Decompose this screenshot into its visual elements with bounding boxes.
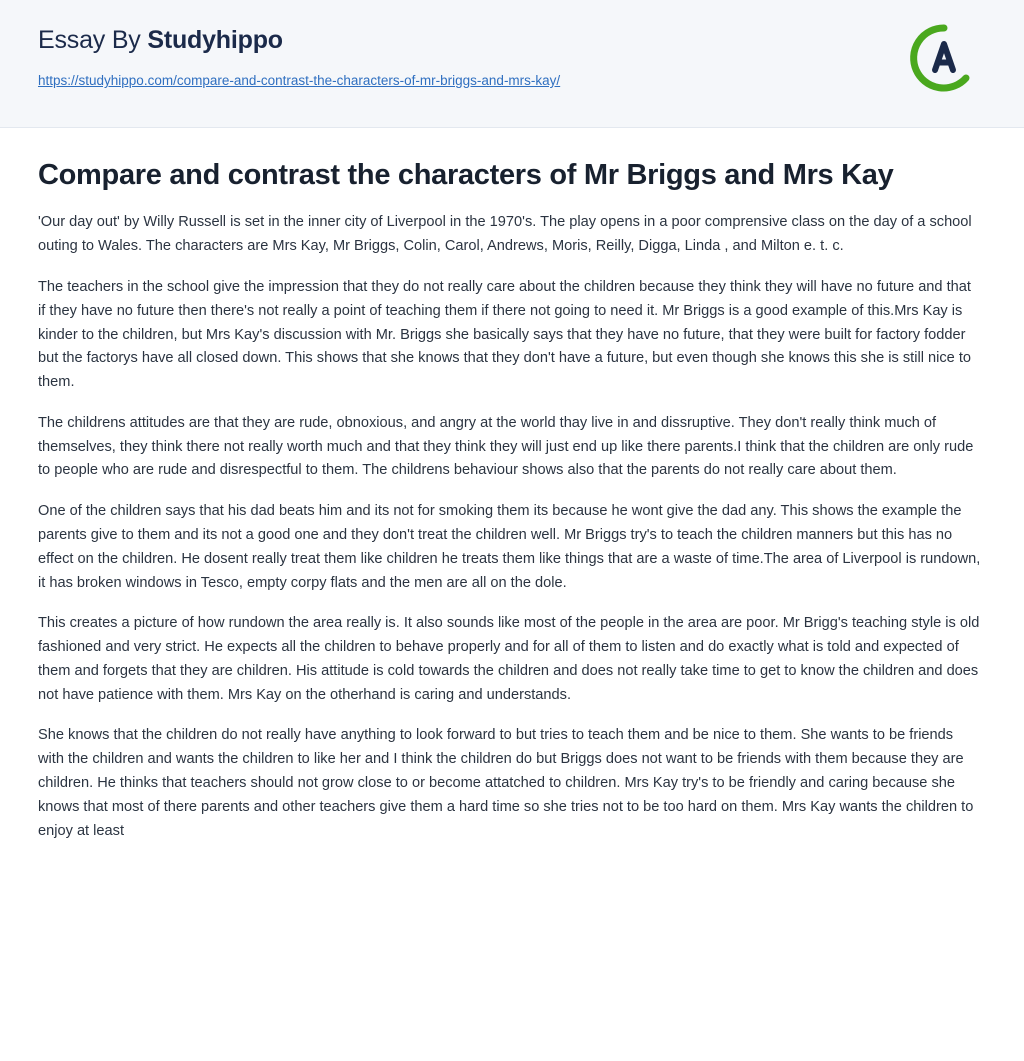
paragraph: One of the children says that his dad beats him and its not for smoking them its because he wont give the dad any. This shows the example the parents give to them and its not a good one and they don't treat the children well. Mr Briggs try's to teach the children manners but this has no effect on the children. He dosent really treat them like children he treats them like things that are a waste of time.The area of Liverpool is rundown, it has broken windows in Tesco, empty corpy flats and the men are all on the dole. (38, 503, 981, 591)
paragraph: This creates a picture of how rundown the area really is. It also sounds like most of the people in the area are poor. Mr Brigg's teaching style is old fashioned and very strict. He expects all the children to behave properly and for all of them to listen and do exactly what is told and expected of them and forgets that they are children. His attitude is cold towards the children and does not really take time to get to know the children and does not have patience with them. Mrs Kay on the otherhand is caring and understands. (38, 615, 980, 703)
green-circle-a-logo-icon (908, 22, 980, 94)
site-header (0, 0, 1024, 128)
source-url-link[interactable]: https://studyhippo.com/compare-and-contrast-the-characters-of-mr-briggs-and-mrs-kay/ (38, 73, 561, 88)
document-body (0, 128, 1024, 843)
paragraph: The teachers in the school give the impression that they do not really care about the children because they think they will have no future and that if they have no future then there's not really a point of teaching them if there not going to need it. Mr Briggs is a good example of this.Mrs Kay is kinder to the children, but Mrs Kay's discussion with Mr. Briggs she basically says that they have no future, that they were built for factory fodder but the factorys have all closed down. This shows that she knows that they don't have a future, but even though she knows this she is still nice to them. (38, 278, 971, 391)
brand-title (38, 26, 986, 55)
brand-prefix: Essay By (38, 26, 148, 54)
page-title: Compare and contrast the characters of Mr Briggs and Mrs Kay (38, 159, 894, 191)
paragraph: The childrens attitudes are that they are rude, obnoxious, and angry at the world thay live in and dissruptive. They don't really think much of themselves, they think there not really worth much and that they think they will just end up like there parents.I think that the children are only rude to people who are rude and disrespectful to them. The childrens behaviour shows also that the parents do not really care about them. (38, 414, 974, 479)
brand-name: Studyhippo (147, 26, 283, 54)
paragraph: She knows that the children do not really have anything to look forward to but tries to teach them and be nice to them. She wants to be friends with the children and wants the children to like her and I think the children do but Briggs does not want to be friends with them because they are children. He thinks that teachers should not grow close to or become attatched to children. Mrs Kay try's to be friendly and caring because she knows that most of there parents and other teachers give them a hard time so she tries not to be too hard on them. Mrs Kay wants the children to enjoy at least (38, 727, 974, 839)
paragraph: 'Our day out' by Willy Russell is set in the inner city of Liverpool in the 1970's. The play opens in a poor comprensive class on the day of a school outing to Wales. The characters are Mrs Kay, Mr Briggs, Colin, Carol, Andrews, Moris, Reilly, Digga, Linda , and Milton e. t. c. (38, 214, 972, 255)
